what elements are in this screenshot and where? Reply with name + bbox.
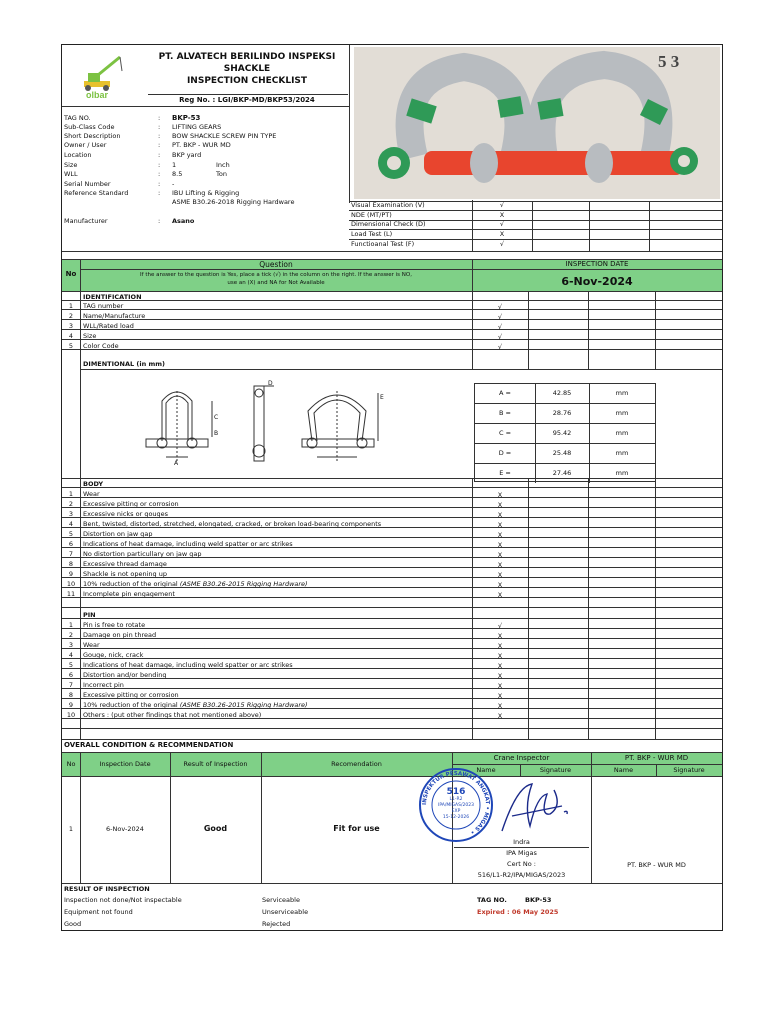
company-rep-name: PT. BKP - WUR MD (627, 861, 686, 869)
document-title: INSPECTION CHECKLIST (186, 76, 308, 86)
info-label: Serial Number (64, 180, 111, 188)
inspector-name: Indra (513, 838, 530, 846)
table-row: 9 10% reduction of the original (ASME B30.26-2015 Rigging Hardware) X (62, 699, 722, 709)
table-row: 2 Damage on pin thread X (62, 629, 722, 639)
section-title: DIMENTIONAL (in mm) (83, 360, 166, 368)
answer-mark: X (497, 712, 503, 720)
info-value: ASME B30.26-2018 Rigging Hardware (172, 198, 295, 206)
answer-mark: X (497, 652, 503, 660)
info-value: LIFTING GEARS (172, 123, 222, 131)
section-title: BODY (83, 479, 104, 488)
company-name: PT. ALVATECH BERILINDO INSPEKSI (158, 52, 336, 62)
info-value: BKP-53 (172, 114, 201, 122)
answer-mark: √ (497, 343, 503, 351)
page-number: 5 3 (658, 52, 680, 71)
test-table (349, 201, 722, 251)
table-row: 1 TAG number √ (62, 300, 722, 310)
question-header (62, 259, 722, 291)
answer-mark: X (497, 501, 503, 509)
answer-mark: X (497, 672, 503, 680)
diagram-letter: E (380, 394, 384, 401)
info-value: - (172, 180, 175, 188)
answer-mark: √ (497, 323, 503, 331)
test-name: Dimensional Check (D) (351, 220, 426, 228)
section-title: PIN (83, 610, 96, 619)
cert-number: 516/L1-R2/IPA/MIGAS/2023 (477, 871, 566, 879)
dimension-value: 25.48 (552, 449, 572, 457)
table-row: 3 WLL/Rated load √ (62, 320, 722, 330)
answer-mark: X (497, 591, 503, 599)
instruction-line-2: use an (X) and NA for Not Available (227, 280, 325, 286)
table-row: 4 Bent, twisted, distorted, stretched, elongated, cracked, or broken load-bearing components X (62, 518, 722, 528)
expired-date: Expired : 06 May 2025 (477, 908, 559, 916)
shackle-dimension-diagram (132, 381, 402, 471)
diagram-letter: D (268, 380, 273, 387)
info-label: Sub-Class Code (64, 123, 115, 131)
test-mark: √ (499, 220, 505, 228)
answer-mark: X (497, 692, 503, 700)
equipment-info: TAG NO. : BKP-53 Sub-Class Code : LIFTING GEARS Short Description : BOW SHACKLE SCREW PIN TYPE Owner / User : PT. BKP - WUR MD Location : BKP yard Size : 1 Inch WLL : 8.5 Ton Serial Number : - Reference Standard : IBU Lifting & Rigging ASME B30.26-2018 Rigging Hardware (64, 114, 295, 206)
info-value: 8.5 (172, 170, 183, 178)
table-row: 9 Shackle is not opening up X (62, 568, 722, 578)
answer-mark: X (497, 541, 503, 549)
table-row: 8 Excessive thread damage X (62, 558, 722, 568)
test-mark: √ (499, 201, 505, 209)
answer-mark: X (497, 642, 503, 650)
answer-mark: X (497, 531, 503, 539)
inspector-stamp: INSPEKTUR PESAWAT ANGKAT • MIGAS • 516 L1-R2 IPA/MIGAS/2023 EXP 15-12-2026 (417, 766, 495, 844)
answer-mark: X (497, 571, 503, 579)
answer-mark: √ (497, 333, 503, 341)
column-no: No (65, 270, 77, 278)
footer-tag-value: BKP-53 (525, 896, 552, 904)
cert-label: Cert No : (507, 860, 536, 868)
diagram-letter: B (214, 430, 219, 437)
table-row: 1 Wear X (62, 488, 722, 498)
info-label: Manufacturer (64, 217, 108, 225)
info-label: WLL (64, 170, 78, 178)
table-row: 7 No distortion particullary on jaw gap X (62, 548, 722, 558)
inspector-org: IPA Migas (506, 849, 537, 857)
footer-tag-label: TAG NO. (477, 896, 507, 904)
overall-row: 1 6-Nov-2024 Good Fit for use Indra IPA Migas Cert No : 516/L1-R2/IPA/MIGAS/2023 PT. BKP - WUR MD INSPEKTUR PESAWAT ANGKAT • MIGAS • 516 L1-R2 IPA/MIGAS/2023 EXP 15-12-2026 (62, 776, 722, 883)
table-row: 1 Pin is free to rotate √ (62, 619, 722, 629)
overall-result: Good (203, 824, 228, 833)
dimension-value: 27.46 (552, 469, 572, 477)
overall-title: OVERALL CONDITION & RECOMMENDATION (64, 741, 234, 749)
answer-mark: X (497, 662, 503, 670)
answer-mark: X (497, 511, 503, 519)
answer-mark: √ (497, 313, 503, 321)
registration-number: Reg No. : LGI/BKP-MD/BKP53/2024 (179, 96, 315, 104)
info-label: Short Description (64, 132, 121, 140)
table-row: 4 Size √ (62, 330, 722, 340)
table-row: 7 Incorrect pin X (62, 679, 722, 689)
table-row: 8 Excessive pitting or corrosion X (62, 689, 722, 699)
inspection-date: 6-Nov-2024 (561, 275, 633, 288)
table-row: 6 Distortion and/or bending X (62, 669, 722, 679)
info-label: Size (64, 161, 78, 169)
diagram-letter: C (214, 414, 219, 421)
info-value: BKP yard (172, 151, 202, 159)
spacer-row (62, 598, 722, 608)
dimension-values: A = 42.85 mm B = 28.76 mm C = 95.42 mm D = 25.48 mm E = 27.46 mm (474, 383, 656, 482)
answer-mark: X (497, 491, 503, 499)
info-unit: Inch (216, 161, 230, 169)
test-mark: X (499, 230, 505, 238)
info-label: Reference Standard (64, 189, 129, 197)
overall-date: 6-Nov-2024 (106, 825, 144, 833)
inspector-signature (492, 776, 582, 840)
info-label: TAG NO. (64, 114, 91, 122)
table-row: 4 Gouge, nick, crack X (62, 649, 722, 659)
table-row: 5 Indications of heat damage, including weld spatter or arc strikes X (62, 659, 722, 669)
table-row: 2 Excessive pitting or corrosion X (62, 498, 722, 508)
answer-mark: X (497, 682, 503, 690)
answer-mark: X (497, 521, 503, 529)
answer-mark: √ (497, 303, 503, 311)
overall-recommendation: Fit for use (333, 824, 380, 833)
answer-mark: X (497, 632, 503, 640)
test-name: Functioanal Test (F) (351, 240, 415, 248)
table-row: 11 Incomplete pin engagement X (62, 588, 722, 598)
answer-mark: X (497, 551, 503, 559)
spacer-row (62, 719, 722, 729)
dimension-value: 28.76 (552, 409, 572, 417)
answer-mark: X (497, 561, 503, 569)
info-value: PT. BKP - WUR MD (172, 141, 231, 149)
table-row: 10 Others : (put other findings that not mentioned above) X (62, 709, 722, 719)
table-row: 5 Distortion on jaw gap X (62, 528, 722, 538)
inspection-date-label: INSPECTION DATE (565, 260, 629, 268)
logo-text: olbar (86, 90, 109, 100)
info-value: 1 (172, 161, 177, 169)
answer-mark: X (497, 581, 503, 589)
test-name: Load Test (L) (351, 230, 393, 238)
company-logo (70, 51, 134, 101)
checklist-sheet: olbar PT. ALVATECH BERILINDO INSPEKSI SHACKLE INSPECTION CHECKLIST Reg No. : LGI/BKP-MD/BKP53/2024 5 3 TAG NO. : BKP-53 Sub-Class Code : LIFTING GEARS Short Description : BOW SHACKLE SCREW PIN TYPE Owner / User : PT. BKP - WUR MD Location : BKP yard Size : 1 Inch WLL : 8.5 Ton Serial Number : - Reference Standard : IBU Lifting & Rigging ASME B30.26-2018 Rigging Hardware Manufacturer : Asano Visual Examination (V) √ NDE (MT/PT) X Dimensional Check (D) √ Load Test (L) X Functioanal Test (F) √ No Question If the answer to the question is Yes, place a tick (√) in the column on the right. If the answer is NO, use an (X) and NA for Not Available INSPECTION DATE 6-Nov-2024 IDENTIFICATION 1 TAG number √ 2 Name/Manufacture √ 3 WLL/Rated load √ 4 Size √ 5 Color Code √ DIMENTIONAL (in mm) A B C D E A = 42.85 mm B = 28.76 mm C = 95.42 mm D = 25.48 mm E = 27.46 mm BODY 1 Wear X 2 Excessive pitting or corrosion X 3 Excessive nicks or gouges X 4 Bent, twisted, distorted, stretched, elongated, cracked, or broken load-bearing components X 5 Distortion on jaw gap X 6 Indications of heat damage, including weld spatter or arc strikes X 7 No distortion particullary on jaw gap X 8 Excessive thread damage X 9 Shackle is not opening up X 10 10% reduction of the original (ASME B30.26-2015 Rigging Hardware) X 11 Incomplete pin engagement X PIN 1 Pin is free to rotate √ 2 Damage on pin thread X 3 Wear X 4 Gouge, nick, crack X 5 Indications of heat damage, including weld spatter or arc strikes X 6 Distortion and/or bending X 7 Incorrect pin X 8 Excessive pitting or corrosion X 9 10% reduction of the original (ASME B30.26-2015 Rigging Hardware) X 10 Others : (put other findings that not mentioned above) X OVERALL CONDITION & RECOMMENDATION No Inspection Date Result of Inspection Recomendation Crane Inspector PT. BKP - WUR MD Name Signature Name Signature 1 6-Nov-2024 Good Fit for use Indra IPA Migas Cert No : 516/L1-R2/IPA/MIGAS/2023 PT. BKP - WUR MD INSPEKTUR PESAWAT ANGKAT • MIGAS • 516 L1-R2 IPA/MIGAS/2023 EXP 15-12-2026 RESULT OF INSPECTION Inspection not done/Not inspectable Equipment not found Good Serviceable Unserviceable Rejected TAG NO. BKP-53 Expired : 06 May 2025 (61, 44, 723, 931)
table-row: 3 Excessive nicks or gouges X (62, 508, 722, 518)
document-item: SHACKLE (223, 64, 271, 74)
table-row: 10 10% reduction of the original (ASME B30.26-2015 Rigging Hardware) X (62, 578, 722, 588)
answer-mark: √ (497, 622, 503, 630)
table-row: 2 Name/Manufacture √ (62, 310, 722, 320)
dimension-value: 42.85 (552, 389, 572, 397)
answer-mark: X (497, 702, 503, 710)
result-title: RESULT OF INSPECTION (64, 885, 150, 893)
section-pin (62, 609, 722, 619)
column-question: Question (259, 260, 293, 269)
stamp-ring-text: INSPEKTUR PESAWAT ANGKAT • MIGAS • (421, 770, 491, 835)
test-name: NDE (MT/PT) (351, 211, 392, 219)
table-row: 3 Wear X (62, 639, 722, 649)
info-label: Owner / User (64, 141, 107, 149)
table-row: 6 Indications of heat damage, including weld spatter or arc strikes X (62, 538, 722, 548)
section-title: IDENTIFICATION (83, 292, 142, 301)
dimension-value: 95.42 (552, 429, 572, 437)
test-name: Visual Examination (V) (351, 201, 425, 209)
info-label: Location (64, 151, 92, 159)
info-value: IBU Lifting & Rigging (172, 189, 240, 197)
table-row: 5 Color Code √ (62, 340, 722, 350)
section-body (62, 478, 722, 488)
test-mark: √ (499, 240, 505, 248)
overall-header: No Inspection Date Result of Inspection Recomendation Crane Inspector PT. BKP - WUR MD Name Signature Name Signature (62, 752, 722, 776)
diagram-letter: A (174, 460, 179, 467)
info-unit: Ton (216, 170, 227, 178)
info-value: Asano (172, 217, 195, 225)
instruction-line-1: If the answer to the question is Yes, place a tick (√) in the column on the right. If the answer is NO, (140, 272, 412, 278)
info-value: BOW SHACKLE SCREW PIN TYPE (172, 132, 277, 140)
test-mark: X (499, 211, 505, 219)
